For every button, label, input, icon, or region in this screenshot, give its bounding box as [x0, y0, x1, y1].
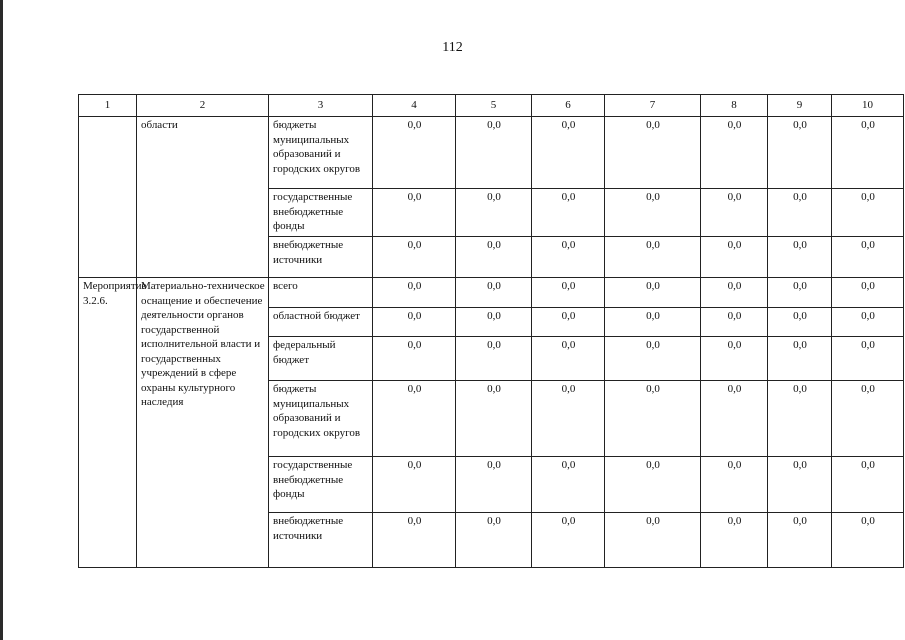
value-cell: 0,0 — [768, 457, 832, 513]
value-cell: 0,0 — [373, 381, 456, 457]
header-cell: 8 — [701, 95, 768, 117]
value-cell: 0,0 — [832, 237, 904, 278]
value-cell: 0,0 — [605, 308, 701, 337]
value-cell: 0,0 — [532, 278, 605, 308]
source-cell: государственные внебюджетные фонды — [269, 189, 373, 237]
value-cell: 0,0 — [832, 278, 904, 308]
value-cell: 0,0 — [605, 337, 701, 381]
header-cell: 6 — [532, 95, 605, 117]
header-cell: 3 — [269, 95, 373, 117]
block1-title-cell: области — [137, 117, 269, 278]
value-cell: 0,0 — [605, 237, 701, 278]
header-cell: 4 — [373, 95, 456, 117]
value-cell: 0,0 — [532, 381, 605, 457]
budget-table — [78, 94, 904, 568]
header-cell: 5 — [456, 95, 532, 117]
source-cell: всего — [269, 278, 373, 308]
value-cell: 0,0 — [768, 237, 832, 278]
value-cell: 0,0 — [373, 337, 456, 381]
value-cell: 0,0 — [832, 381, 904, 457]
value-cell: 0,0 — [532, 189, 605, 237]
value-cell: 0,0 — [701, 457, 768, 513]
block2-title-cell: Материально-техническое оснащение и обеспечение деятельности органов государственной исполнительной власти и государственных учреждений в сфере охраны культурного наследия — [137, 278, 269, 568]
source-cell: областной бюджет — [269, 308, 373, 337]
value-cell: 0,0 — [456, 237, 532, 278]
source-cell: внебюджетные источники — [269, 513, 373, 568]
value-cell: 0,0 — [456, 308, 532, 337]
block1-measure-cell — [79, 117, 137, 278]
value-cell: 0,0 — [605, 457, 701, 513]
value-cell: 0,0 — [832, 308, 904, 337]
value-cell: 0,0 — [701, 237, 768, 278]
value-cell: 0,0 — [605, 117, 701, 189]
value-cell: 0,0 — [701, 189, 768, 237]
header-cell: 9 — [768, 95, 832, 117]
value-cell: 0,0 — [373, 457, 456, 513]
value-cell: 0,0 — [373, 237, 456, 278]
header-cell: 7 — [605, 95, 701, 117]
value-cell: 0,0 — [456, 513, 532, 568]
value-cell: 0,0 — [373, 308, 456, 337]
value-cell: 0,0 — [373, 117, 456, 189]
page-left-edge — [0, 0, 3, 640]
value-cell: 0,0 — [768, 381, 832, 457]
value-cell: 0,0 — [768, 117, 832, 189]
value-cell: 0,0 — [605, 278, 701, 308]
value-cell: 0,0 — [832, 337, 904, 381]
value-cell: 0,0 — [456, 278, 532, 308]
value-cell: 0,0 — [768, 308, 832, 337]
value-cell: 0,0 — [456, 457, 532, 513]
value-cell: 0,0 — [768, 337, 832, 381]
value-cell: 0,0 — [701, 513, 768, 568]
value-cell: 0,0 — [456, 337, 532, 381]
value-cell: 0,0 — [532, 237, 605, 278]
header-cell: 10 — [832, 95, 904, 117]
value-cell: 0,0 — [532, 337, 605, 381]
value-cell: 0,0 — [373, 278, 456, 308]
value-cell: 0,0 — [532, 513, 605, 568]
header-cell: 2 — [137, 95, 269, 117]
value-cell: 0,0 — [832, 457, 904, 513]
block2-measure-cell: Мероприятие 3.2.6. — [79, 278, 137, 568]
value-cell: 0,0 — [456, 117, 532, 189]
value-cell: 0,0 — [701, 308, 768, 337]
header-cell: 1 — [79, 95, 137, 117]
value-cell: 0,0 — [832, 513, 904, 568]
value-cell: 0,0 — [701, 337, 768, 381]
source-cell: государственные внебюджетные фонды — [269, 457, 373, 513]
value-cell: 0,0 — [456, 189, 532, 237]
value-cell: 0,0 — [532, 308, 605, 337]
value-cell: 0,0 — [532, 117, 605, 189]
page-number: 112 — [442, 40, 463, 55]
value-cell: 0,0 — [532, 457, 605, 513]
value-cell: 0,0 — [605, 513, 701, 568]
value-cell: 0,0 — [605, 381, 701, 457]
value-cell: 0,0 — [768, 513, 832, 568]
source-cell: бюджеты муниципальных образований и городских округов — [269, 117, 373, 189]
value-cell: 0,0 — [768, 278, 832, 308]
value-cell: 0,0 — [373, 189, 456, 237]
value-cell: 0,0 — [605, 189, 701, 237]
value-cell: 0,0 — [768, 189, 832, 237]
value-cell: 0,0 — [456, 381, 532, 457]
source-cell: федеральный бюджет — [269, 337, 373, 381]
source-cell: бюджеты муниципальных образований и городских округов — [269, 381, 373, 457]
value-cell: 0,0 — [373, 513, 456, 568]
value-cell: 0,0 — [832, 189, 904, 237]
value-cell: 0,0 — [832, 117, 904, 189]
value-cell: 0,0 — [701, 381, 768, 457]
source-cell: внебюджетные источники — [269, 237, 373, 278]
value-cell: 0,0 — [701, 117, 768, 189]
value-cell: 0,0 — [701, 278, 768, 308]
table-row — [79, 117, 904, 189]
header-row — [79, 95, 904, 117]
table-row — [79, 278, 904, 308]
